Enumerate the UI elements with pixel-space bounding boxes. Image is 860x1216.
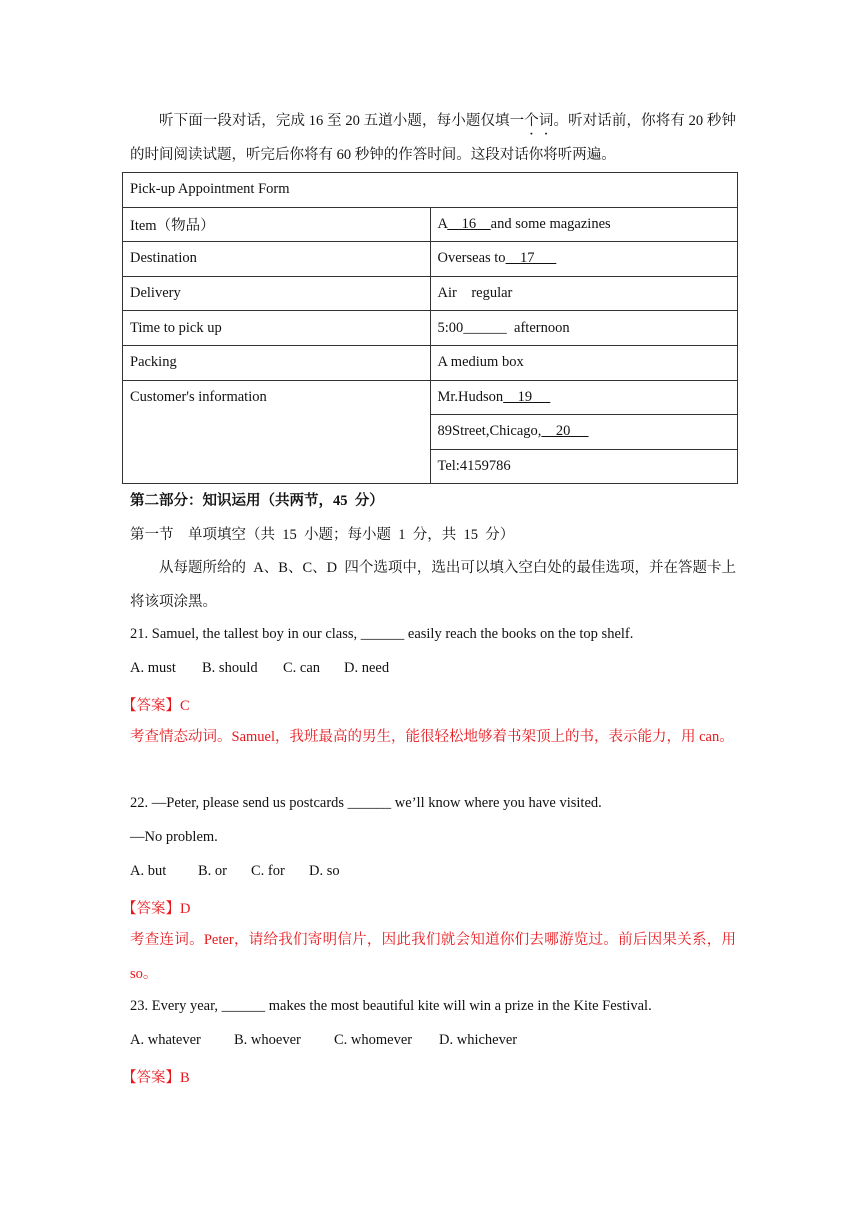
pickup-appointment-form (122, 172, 738, 484)
option-a: A. but (130, 863, 167, 879)
field-value: Air regular (430, 276, 738, 311)
field-value: 5:00______ afternoon (430, 311, 738, 346)
field-label: Destination (123, 242, 431, 277)
blank-19: 19 (503, 388, 551, 405)
field-label: Time to pick up (123, 311, 431, 346)
question-21-options (130, 660, 389, 677)
option-a: A. must (130, 660, 176, 676)
instructions-text-b: 词。听对话前，你将有 20 秒钟的时间阅读试题，听完后你将有 60 秒钟的作答时间。这段对话你将听两遍。 (130, 113, 737, 163)
part-two-heading: 第二部分：知识运用（共两节，45 分） (130, 493, 384, 509)
question-22-stem: 22. —Peter, please send us postcards ______ we’ll know where you have visited. (130, 795, 602, 811)
section-one-instructions: 从每题所给的 A、B、C、D 四个选项中，选出可以填入空白处的最佳选项，并在答题卡上将该项涂黑。 (130, 560, 736, 610)
question-22-options (130, 863, 340, 880)
option-d: D. need (344, 660, 390, 676)
question-22-answer: 【答案】D (122, 901, 191, 917)
field-label: Delivery (123, 276, 431, 311)
field-value: Tel:4159786 (430, 449, 738, 484)
blank-20: 20 (541, 423, 589, 440)
field-value: Overseas to 17 (430, 242, 738, 277)
field-label: Customer's information (123, 380, 431, 484)
field-value: A medium box (430, 345, 738, 380)
blank-17: 17 (505, 250, 557, 267)
option-d: D. so (309, 863, 340, 879)
option-a: A. whatever (130, 1032, 201, 1048)
option-b: B. or (198, 863, 227, 879)
table-row (123, 311, 738, 346)
question-21-answer: 【答案】C (122, 698, 190, 714)
field-value: Mr.Hudson 19 (430, 380, 738, 415)
emphasis-char: 一 (509, 113, 525, 129)
question-21-explanation: 考查情态动词。Samuel，我班最高的男生，能很轻松地够着书架顶上的书，表示能力，用 can。 (130, 729, 734, 745)
field-value: 89Street,Chicago, 20 (430, 415, 738, 450)
option-d: D. whichever (439, 1032, 518, 1048)
table-row (123, 242, 738, 277)
form-title: Pick-up Appointment Form (123, 173, 738, 208)
question-23-stem: 23. Every year, ______ makes the most beautiful kite will win a prize in the Kite Festival. (130, 998, 652, 1014)
option-c: C. can (283, 660, 321, 676)
emphasis-char: 个 (524, 113, 539, 129)
option-b: B. whoever (234, 1032, 301, 1048)
table-row (123, 207, 738, 242)
option-c: C. for (251, 863, 285, 879)
field-value: A 16 and some magazines (430, 207, 738, 242)
option-c: C. whomever (334, 1032, 413, 1048)
table-row (123, 276, 738, 311)
section-one-heading: 第一节 单项填空（共 15 小题；每小题 1 分，共 15 分） (130, 527, 515, 543)
listening-instructions (130, 104, 736, 172)
blank-16: 16 (447, 215, 491, 232)
table-row (123, 380, 738, 415)
question-22-reply: —No problem. (130, 829, 218, 845)
field-label: Item（物品） (123, 207, 431, 242)
question-23-answer: 【答案】B (122, 1070, 190, 1086)
table-row (123, 345, 738, 380)
instructions-text-a: 听下面一段对话，完成 16 至 20 五道小题，每小题仅填 (159, 113, 510, 129)
question-22-explanation: 考查连词。Peter，请给我们寄明信片，因此我们就会知道你们去哪游览过。前后因果关系，用 so。 (130, 932, 736, 982)
option-b: B. should (202, 660, 258, 676)
question-21-stem: 21. Samuel, the tallest boy in our class, ______ easily reach the books on the top shelf. (130, 626, 634, 642)
field-label: Packing (123, 345, 431, 380)
question-23-options (130, 1032, 517, 1049)
